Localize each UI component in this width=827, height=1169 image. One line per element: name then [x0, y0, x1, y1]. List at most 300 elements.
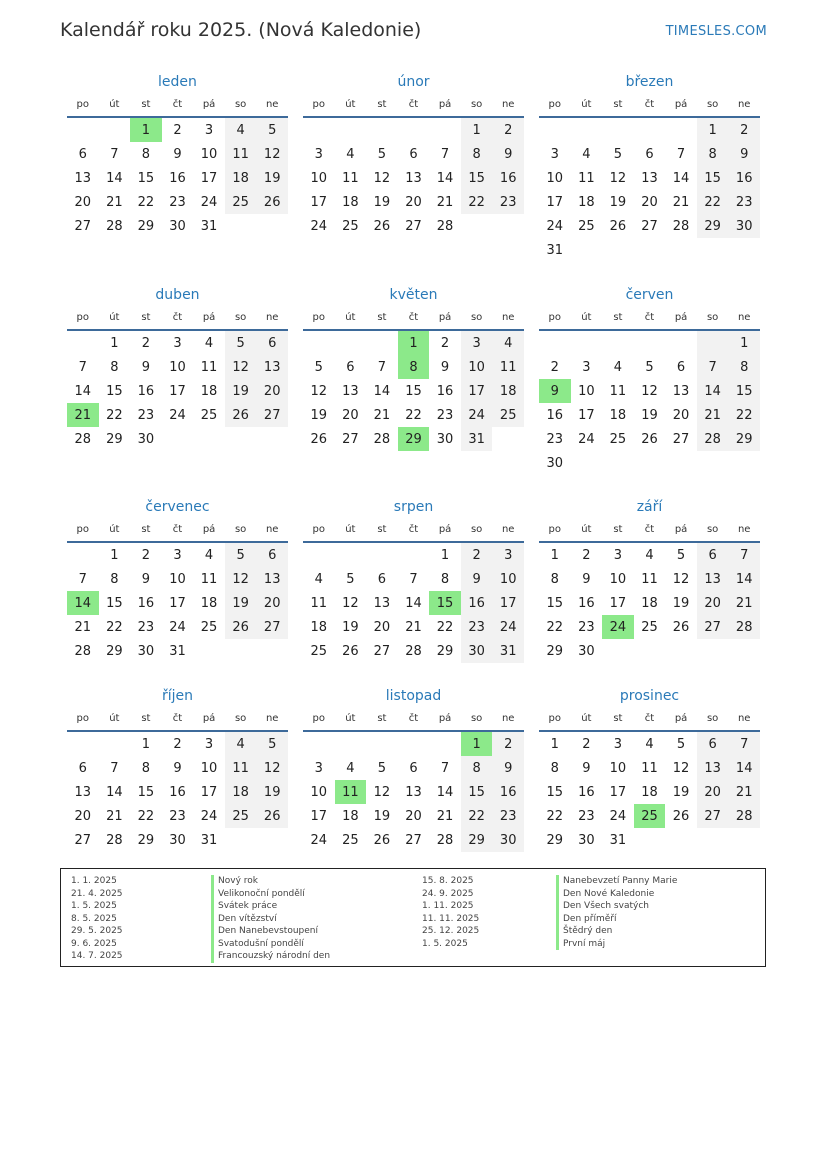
- month-name: srpen: [393, 499, 434, 515]
- weekday-label: ne: [737, 523, 751, 535]
- day-cell: 20: [672, 407, 690, 423]
- day-cell: 9: [492, 142, 524, 166]
- day-cell: 12: [373, 170, 391, 186]
- day-cell: 4: [582, 146, 591, 162]
- day-cell: 19: [373, 808, 391, 824]
- day-cell: 5: [346, 571, 355, 587]
- day-cell: 9: [141, 571, 151, 587]
- weekday-label: so: [706, 98, 719, 110]
- day-cell: 1: [697, 118, 729, 142]
- holiday-date: 1. 1. 2025: [71, 876, 117, 886]
- month-10: [67, 686, 288, 852]
- empty-cell: [335, 543, 367, 567]
- day-cell: 8: [550, 760, 559, 776]
- weekday-label: ne: [265, 523, 279, 535]
- day-cell: 4: [613, 359, 623, 375]
- day-cell: 29: [546, 832, 564, 848]
- day-cell: 18: [342, 808, 359, 824]
- day-cell: 14: [697, 379, 729, 403]
- empty-cell: [602, 331, 634, 355]
- day-cell: 9: [173, 760, 182, 776]
- empty-cell: [99, 732, 131, 756]
- day-cell: 7: [728, 543, 760, 567]
- weekday-label: pá: [438, 311, 452, 323]
- day-cell: 2: [492, 732, 524, 756]
- holiday-name: Den příměří: [556, 913, 677, 926]
- day-cell: 8: [550, 571, 559, 587]
- day-cell: 4: [645, 736, 654, 752]
- day-cell: 17: [492, 591, 524, 615]
- day-cell: 2: [728, 118, 760, 142]
- day-cell: 15: [137, 170, 155, 186]
- day-cell: 7: [440, 760, 450, 776]
- weekday-label: čt: [644, 98, 655, 110]
- day-cell: 6: [409, 146, 418, 162]
- month-4: [67, 285, 288, 451]
- day-cell: 12: [373, 784, 391, 800]
- day-cell: 13: [405, 170, 422, 186]
- day-cell: 21: [728, 780, 760, 804]
- day-grid: [539, 543, 760, 663]
- empty-cell: [429, 732, 461, 756]
- day-cell: 9: [461, 567, 493, 591]
- day-cell: 2: [141, 547, 151, 563]
- day-cell: 31: [169, 643, 186, 659]
- weekday-label: pá: [438, 712, 452, 724]
- day-cell: 2: [582, 547, 591, 563]
- holiday-name: Den Nanebevstoupení: [211, 925, 330, 938]
- weekday-label: út: [581, 311, 592, 323]
- day-cell: 17: [200, 784, 218, 800]
- day-cell: 17: [546, 194, 564, 210]
- day-cell: 15: [728, 379, 760, 403]
- holiday-date: 15. 8. 2025: [422, 876, 474, 886]
- day-cell: 26: [225, 615, 257, 639]
- day-cell: 21: [106, 808, 123, 824]
- day-cell: 28: [728, 804, 760, 828]
- weekday-label: so: [234, 98, 247, 110]
- weekday-label: st: [613, 311, 623, 323]
- weekday-label: út: [109, 712, 120, 724]
- day-cell: 22: [461, 804, 493, 828]
- day-cell: 31: [200, 218, 218, 234]
- day-cell: 10: [461, 355, 493, 379]
- day-cell: 7: [697, 355, 729, 379]
- day-cell: 25: [200, 619, 218, 635]
- weekday-label: čt: [408, 523, 419, 535]
- day-cell: 8: [461, 756, 493, 780]
- day-cell: 19: [373, 194, 391, 210]
- day-cell: 17: [169, 383, 186, 399]
- day-cell: 3: [314, 146, 323, 162]
- day-cell: 8: [697, 142, 729, 166]
- day-cell: 26: [256, 190, 288, 214]
- day-cell: 15: [546, 595, 564, 611]
- weekday-label: út: [345, 311, 356, 323]
- day-cell: 25: [200, 407, 218, 423]
- day-cell: 27: [641, 218, 658, 234]
- day-cell: 3: [314, 760, 323, 776]
- day-cell: 20: [373, 619, 391, 635]
- day-cell: 26: [225, 403, 257, 427]
- day-cell: 31: [546, 242, 564, 258]
- day-cell: 12: [672, 571, 690, 587]
- day-cell: 17: [310, 808, 328, 824]
- day-cell: 24: [461, 403, 493, 427]
- day-grid: [539, 331, 760, 475]
- day-cell: 3: [550, 146, 559, 162]
- month-name: listopad: [385, 688, 442, 704]
- day-cell: 5: [377, 146, 387, 162]
- day-cell: 27: [342, 431, 359, 447]
- day-cell: 8: [110, 359, 119, 375]
- day-grid: [67, 331, 288, 451]
- weekday-label: so: [234, 712, 247, 724]
- empty-cell: [303, 543, 335, 567]
- day-cell: 10: [200, 760, 218, 776]
- day-cell: 24: [609, 808, 627, 824]
- day-cell: 26: [256, 804, 288, 828]
- day-cell: 25: [342, 832, 359, 848]
- day-cell: 6: [78, 146, 87, 162]
- day-cell: 24: [546, 218, 564, 234]
- day-cell: 17: [461, 379, 493, 403]
- weekday-label: so: [234, 523, 247, 535]
- day-cell: 6: [697, 543, 729, 567]
- day-cell: 26: [672, 808, 690, 824]
- weekday-label: so: [234, 311, 247, 323]
- day-cell: 24: [578, 431, 595, 447]
- holiday-date: 8. 5. 2025: [71, 913, 117, 924]
- day-cell: 25: [578, 218, 595, 234]
- day-cell: 8: [141, 760, 151, 776]
- weekday-label: čt: [644, 523, 655, 535]
- day-cell: 30: [492, 828, 524, 852]
- holiday-day-cell: 14: [67, 591, 99, 615]
- weekday-label: po: [312, 311, 326, 323]
- day-cell: 5: [225, 331, 257, 355]
- month-name: září: [636, 499, 663, 515]
- day-cell: 30: [728, 214, 760, 238]
- weekday-label: st: [613, 98, 623, 110]
- day-cell: 16: [492, 780, 524, 804]
- empty-cell: [665, 331, 697, 355]
- day-cell: 11: [609, 383, 627, 399]
- day-cell: 20: [405, 808, 422, 824]
- day-cell: 8: [440, 571, 450, 587]
- day-cell: 21: [106, 194, 123, 210]
- day-cell: 10: [609, 571, 627, 587]
- day-cell: 27: [74, 218, 92, 234]
- day-cell: 31: [492, 639, 524, 663]
- day-cell: 19: [256, 780, 288, 804]
- day-cell: 20: [74, 194, 92, 210]
- day-cell: 5: [676, 736, 686, 752]
- day-cell: 17: [609, 595, 627, 611]
- weekday-label: út: [345, 98, 356, 110]
- day-cell: 10: [169, 359, 186, 375]
- day-cell: 23: [546, 431, 564, 447]
- day-cell: 29: [697, 214, 729, 238]
- day-cell: 16: [436, 383, 454, 399]
- holiday-day-cell: 1: [130, 118, 162, 142]
- day-grid: [539, 732, 760, 852]
- day-cell: 21: [373, 407, 391, 423]
- empty-cell: [429, 118, 461, 142]
- empty-cell: [366, 331, 398, 355]
- day-cell: 1: [440, 547, 450, 563]
- weekday-label: ne: [265, 712, 279, 724]
- month-6: [539, 285, 760, 475]
- day-cell: 25: [641, 619, 658, 635]
- weekday-header: [303, 305, 524, 331]
- day-cell: 28: [74, 643, 92, 659]
- empty-cell: [571, 118, 603, 142]
- day-cell: 1: [110, 547, 119, 563]
- day-cell: 12: [225, 355, 257, 379]
- month-name: duben: [155, 287, 200, 303]
- empty-cell: [571, 331, 603, 355]
- weekday-label: pá: [202, 311, 216, 323]
- day-grid: [539, 118, 760, 262]
- day-cell: 11: [641, 760, 658, 776]
- day-cell: 26: [609, 218, 627, 234]
- day-cell: 16: [578, 784, 595, 800]
- day-cell: 14: [373, 383, 391, 399]
- day-cell: 20: [256, 591, 288, 615]
- day-cell: 13: [256, 567, 288, 591]
- day-cell: 18: [200, 595, 218, 611]
- day-cell: 4: [645, 547, 654, 563]
- day-grid: [303, 543, 524, 663]
- empty-cell: [67, 331, 99, 355]
- day-cell: 10: [609, 760, 627, 776]
- day-cell: 22: [546, 808, 564, 824]
- day-cell: 15: [405, 383, 422, 399]
- day-cell: 17: [578, 407, 595, 423]
- weekday-label: po: [76, 523, 90, 535]
- weekday-label: pá: [674, 712, 688, 724]
- day-cell: 6: [645, 146, 654, 162]
- empty-cell: [303, 732, 335, 756]
- empty-cell: [398, 732, 430, 756]
- day-cell: 4: [204, 547, 214, 563]
- day-cell: 29: [436, 643, 454, 659]
- weekday-label: pá: [438, 98, 452, 110]
- month-2: [303, 72, 524, 238]
- day-cell: 22: [137, 808, 155, 824]
- day-cell: 18: [200, 383, 218, 399]
- day-cell: 16: [137, 383, 155, 399]
- day-cell: 23: [137, 619, 155, 635]
- day-cell: 18: [310, 619, 328, 635]
- holiday-day-cell: 1: [461, 732, 493, 756]
- weekday-label: ne: [737, 712, 751, 724]
- weekday-label: st: [377, 311, 387, 323]
- day-cell: 30: [546, 455, 564, 471]
- day-cell: 29: [461, 828, 493, 852]
- day-cell: 10: [492, 567, 524, 591]
- holiday-name: Den vítězství: [211, 913, 330, 926]
- day-cell: 1: [550, 547, 559, 563]
- weekday-label: ne: [501, 98, 515, 110]
- day-cell: 24: [492, 615, 524, 639]
- empty-cell: [303, 118, 335, 142]
- weekday-label: st: [141, 311, 151, 323]
- weekday-header: [539, 305, 760, 331]
- day-cell: 14: [106, 170, 123, 186]
- weekday-label: út: [109, 98, 120, 110]
- month-name: červen: [625, 287, 674, 303]
- day-cell: 22: [405, 407, 422, 423]
- weekday-label: pá: [674, 523, 688, 535]
- day-cell: 17: [310, 194, 328, 210]
- day-cell: 29: [137, 832, 155, 848]
- holiday-name: Svatodušní pondělí: [211, 938, 330, 951]
- day-cell: 3: [582, 359, 591, 375]
- brand-logo[interactable]: TIMESLES.COM: [665, 24, 767, 39]
- day-cell: 22: [436, 619, 454, 635]
- holiday-name: Den Nové Kaledonie: [556, 888, 677, 901]
- day-cell: 30: [169, 832, 186, 848]
- day-cell: 27: [256, 403, 288, 427]
- day-cell: 25: [310, 643, 328, 659]
- month-name: březen: [625, 74, 674, 90]
- weekday-label: po: [312, 712, 326, 724]
- day-cell: 16: [169, 784, 186, 800]
- empty-cell: [366, 732, 398, 756]
- day-cell: 3: [173, 547, 182, 563]
- day-cell: 21: [436, 808, 454, 824]
- weekday-label: pá: [202, 98, 216, 110]
- day-cell: 13: [342, 383, 359, 399]
- day-cell: 12: [609, 170, 627, 186]
- month-name: červenec: [145, 499, 210, 515]
- day-cell: 25: [342, 218, 359, 234]
- day-cell: 24: [310, 832, 328, 848]
- day-cell: 22: [106, 619, 123, 635]
- legend-names-right: [556, 875, 677, 950]
- legend-names-left: [211, 875, 330, 963]
- month-name: květen: [389, 287, 438, 303]
- day-cell: 22: [137, 194, 155, 210]
- day-cell: 15: [546, 784, 564, 800]
- holiday-date: 1. 5. 2025: [71, 901, 117, 911]
- day-cell: 10: [310, 170, 328, 186]
- day-cell: 2: [461, 543, 493, 567]
- day-cell: 15: [461, 780, 493, 804]
- weekday-label: čt: [408, 311, 419, 323]
- day-cell: 31: [461, 427, 493, 451]
- empty-cell: [366, 118, 398, 142]
- day-cell: 27: [697, 615, 729, 639]
- day-cell: 25: [492, 403, 524, 427]
- day-cell: 13: [697, 756, 729, 780]
- day-cell: 1: [110, 335, 119, 351]
- weekday-label: út: [581, 523, 592, 535]
- day-cell: 2: [550, 359, 559, 375]
- day-cell: 28: [106, 832, 123, 848]
- weekday-label: so: [706, 311, 719, 323]
- day-cell: 16: [137, 595, 155, 611]
- day-cell: 13: [373, 595, 391, 611]
- day-cell: 29: [546, 643, 564, 659]
- day-cell: 29: [106, 643, 123, 659]
- day-cell: 20: [697, 591, 729, 615]
- day-cell: 20: [256, 379, 288, 403]
- day-cell: 24: [169, 619, 186, 635]
- day-cell: 30: [137, 431, 155, 447]
- day-cell: 16: [546, 407, 564, 423]
- day-cell: 3: [492, 543, 524, 567]
- day-cell: 19: [310, 407, 328, 423]
- day-cell: 15: [697, 166, 729, 190]
- day-cell: 31: [609, 832, 627, 848]
- weekday-label: st: [613, 523, 623, 535]
- weekday-label: út: [109, 311, 120, 323]
- day-cell: 27: [672, 431, 690, 447]
- holiday-date: 1. 5. 2025: [422, 938, 468, 949]
- holiday-date: 1. 11. 2025: [422, 901, 474, 911]
- day-cell: 4: [346, 760, 355, 776]
- holiday-day-cell: 21: [67, 403, 99, 427]
- empty-cell: [335, 118, 367, 142]
- day-cell: 9: [440, 359, 450, 375]
- day-cell: 3: [204, 736, 214, 752]
- day-cell: 19: [672, 595, 690, 611]
- day-cell: 9: [173, 146, 182, 162]
- day-cell: 24: [200, 808, 218, 824]
- day-cell: 16: [578, 595, 595, 611]
- empty-cell: [634, 331, 666, 355]
- day-cell: 2: [141, 335, 151, 351]
- weekday-label: st: [377, 712, 387, 724]
- day-cell: 13: [256, 355, 288, 379]
- day-cell: 20: [697, 780, 729, 804]
- day-cell: 22: [728, 403, 760, 427]
- weekday-label: út: [581, 98, 592, 110]
- day-cell: 12: [342, 595, 359, 611]
- legend-dates-right: [422, 875, 479, 950]
- day-cell: 5: [256, 732, 288, 756]
- day-cell: 4: [492, 331, 524, 355]
- holiday-date: 25. 12. 2025: [422, 926, 480, 936]
- day-cell: 7: [78, 571, 87, 587]
- day-cell: 10: [310, 784, 328, 800]
- day-cell: 9: [492, 756, 524, 780]
- day-cell: 11: [492, 355, 524, 379]
- day-cell: 9: [141, 359, 151, 375]
- weekday-label: po: [312, 98, 326, 110]
- day-cell: 11: [310, 595, 328, 611]
- empty-cell: [67, 118, 99, 142]
- day-cell: 19: [256, 166, 288, 190]
- day-cell: 21: [436, 194, 454, 210]
- weekday-label: po: [76, 712, 90, 724]
- day-cell: 9: [582, 760, 591, 776]
- day-cell: 5: [377, 760, 387, 776]
- weekday-label: po: [312, 523, 326, 535]
- weekday-header: [539, 517, 760, 543]
- weekday-label: čt: [172, 311, 183, 323]
- day-cell: 12: [641, 383, 658, 399]
- day-cell: 7: [110, 146, 119, 162]
- day-cell: 4: [204, 335, 214, 351]
- day-cell: 18: [225, 166, 257, 190]
- day-cell: 13: [74, 784, 92, 800]
- day-grid: [303, 331, 524, 451]
- day-cell: 10: [200, 146, 218, 162]
